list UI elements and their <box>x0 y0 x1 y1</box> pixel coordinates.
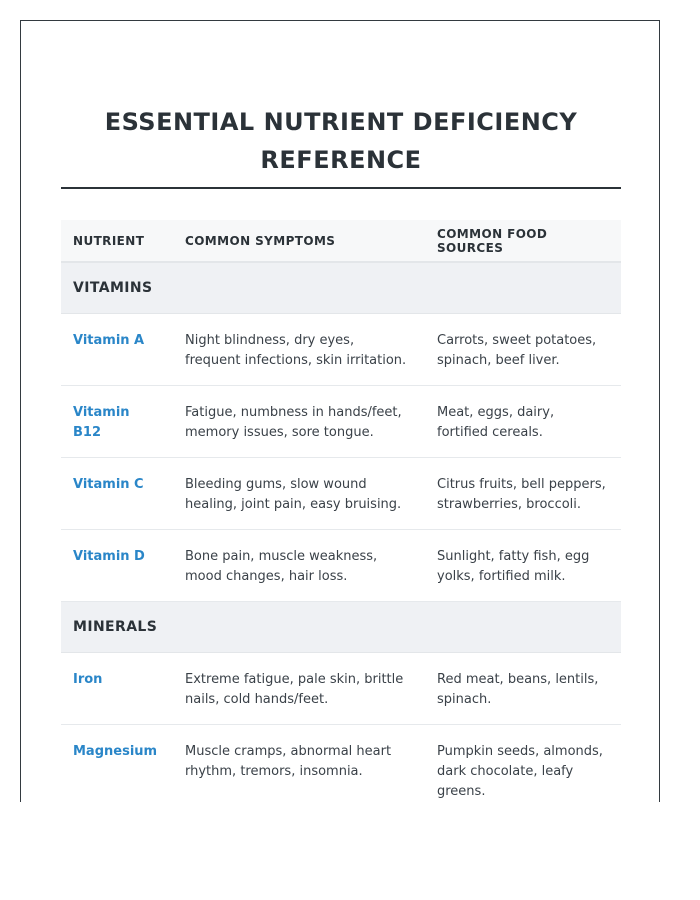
table-row <box>61 457 621 529</box>
table-row <box>61 313 621 385</box>
sources-cell: Pumpkin seeds, almonds, dark chocolate, leafy greens. <box>425 724 621 802</box>
table-row <box>61 652 621 724</box>
nutrient-table <box>61 220 621 802</box>
table-row <box>61 385 621 457</box>
section-row-minerals <box>61 601 621 652</box>
symptoms-cell: Extreme fatigue, pale skin, brittle nails, cold hands/feet. <box>173 652 425 724</box>
table-row <box>61 724 621 802</box>
symptoms-cell: Fatigue, numbness in hands/feet, memory issues, sore tongue. <box>173 385 425 457</box>
column-header-sources: COMMON FOOD SOURCES <box>425 220 621 262</box>
nutrient-name: Magnesium <box>61 724 173 802</box>
symptoms-cell: Night blindness, dry eyes, frequent infections, skin irritation. <box>173 313 425 385</box>
symptoms-cell: Muscle cramps, abnormal heart rhythm, tremors, insomnia. <box>173 724 425 802</box>
table-row <box>61 529 621 601</box>
section-label: VITAMINS <box>61 262 621 313</box>
nutrient-name: Vitamin A <box>61 313 173 385</box>
sources-cell: Carrots, sweet potatoes, spinach, beef liver. <box>425 313 621 385</box>
section-label: MINERALS <box>61 601 621 652</box>
sources-cell: Citrus fruits, bell peppers, strawberries, broccoli. <box>425 457 621 529</box>
nutrient-name: Vitamin C <box>61 457 173 529</box>
nutrient-name: Vitamin B12 <box>61 385 173 457</box>
table-header-row <box>61 220 621 262</box>
section-row-vitamins <box>61 262 621 313</box>
symptoms-cell: Bleeding gums, slow wound healing, joint pain, easy bruising. <box>173 457 425 529</box>
page-title: ESSENTIAL NUTRIENT DEFICIENCY REFERENCE <box>104 108 578 174</box>
sources-cell: Sunlight, fatty fish, egg yolks, fortified milk. <box>425 529 621 601</box>
symptoms-cell: Bone pain, muscle weakness, mood changes, hair loss. <box>173 529 425 601</box>
sources-cell: Meat, eggs, dairy, fortified cereals. <box>425 385 621 457</box>
column-header-nutrient: NUTRIENT <box>61 220 173 262</box>
nutrient-name: Vitamin D <box>61 529 173 601</box>
sources-cell: Red meat, beans, lentils, spinach. <box>425 652 621 724</box>
nutrient-name: Iron <box>61 652 173 724</box>
document-page <box>20 20 660 802</box>
title-block <box>61 103 621 189</box>
column-header-symptoms: COMMON SYMPTOMS <box>173 220 425 262</box>
